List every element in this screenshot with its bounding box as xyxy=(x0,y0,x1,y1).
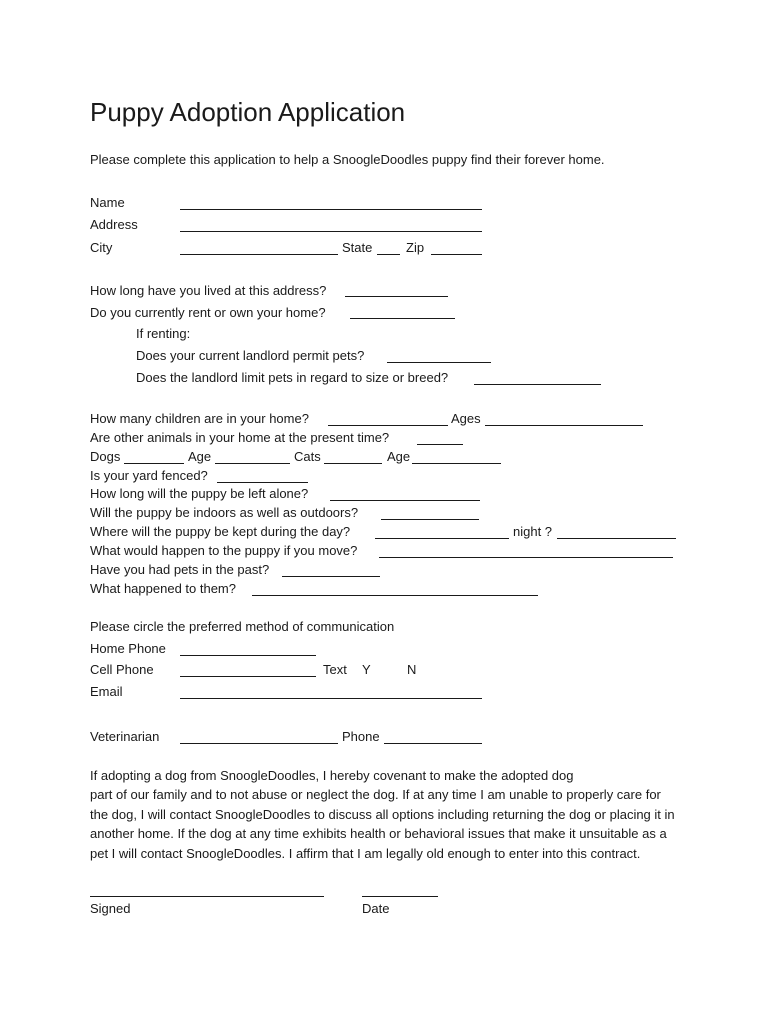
yard-field[interactable] xyxy=(217,482,308,483)
ages-label: Ages xyxy=(451,411,481,426)
vet-phone-field[interactable] xyxy=(384,743,482,744)
address-field[interactable] xyxy=(180,231,482,232)
ages-field[interactable] xyxy=(485,425,643,426)
city-field[interactable] xyxy=(180,254,338,255)
communication-heading: Please circle the preferred method of communication xyxy=(90,619,395,634)
landlord-permit-field[interactable] xyxy=(387,362,491,363)
landlord-limit-field[interactable] xyxy=(474,384,601,385)
indoors-question: Will the puppy be indoors as well as outdoors? xyxy=(90,505,359,520)
city-label: City xyxy=(90,240,113,255)
dogs-field[interactable] xyxy=(124,463,184,464)
cats-field[interactable] xyxy=(324,463,382,464)
other-animals-question: Are other animals in your home at the present time? xyxy=(90,430,390,445)
how-long-field[interactable] xyxy=(345,296,448,297)
covenant-line-2: part of our family and to not abuse or neglect the dog. If at any time I am unable to properly care for xyxy=(90,787,661,802)
intro-text: Please complete this application to help a SnoogleDoodles puppy find their forever home. xyxy=(90,152,605,167)
landlord-limit-question: Does the landlord limit pets in regard to size or breed? xyxy=(136,370,449,385)
covenant-line-4: another home. If the dog at any time exhibits health or behavioral issues that make it unsuitable as a xyxy=(90,826,667,841)
children-question: How many children are in your home? xyxy=(90,411,309,426)
veterinarian-field[interactable] xyxy=(180,743,338,744)
veterinarian-label: Veterinarian xyxy=(90,729,160,744)
children-field[interactable] xyxy=(328,425,448,426)
date-line[interactable] xyxy=(362,896,438,897)
dogs-label: Dogs xyxy=(90,449,121,464)
other-animals-field[interactable] xyxy=(417,444,463,445)
cell-phone-field[interactable] xyxy=(180,676,316,677)
dogs-age-label: Age xyxy=(188,449,212,464)
zip-label: Zip xyxy=(406,240,425,255)
if-renting-label: If renting: xyxy=(136,326,191,341)
dogs-age-field[interactable] xyxy=(215,463,290,464)
date-label: Date xyxy=(362,901,390,916)
cats-age-label: Age xyxy=(387,449,411,464)
signed-label: Signed xyxy=(90,901,131,916)
had-pets-field[interactable] xyxy=(282,576,380,577)
move-question: What would happen to the puppy if you move? xyxy=(90,543,358,558)
text-label: Text xyxy=(323,662,347,677)
covenant-line-1: If adopting a dog from SnoogleDoodles, I hereby covenant to make the adopted dog xyxy=(90,768,574,783)
name-label: Name xyxy=(90,195,125,210)
name-field[interactable] xyxy=(180,209,482,210)
address-label: Address xyxy=(90,217,138,232)
covenant-line-3: the dog, I will contact SnoogleDoodles to discuss all options including returning the dog or placing it in xyxy=(90,807,675,822)
what-happened-field[interactable] xyxy=(252,595,538,596)
cell-phone-label: Cell Phone xyxy=(90,662,154,677)
indoors-field[interactable] xyxy=(381,519,479,520)
yard-question: Is your yard fenced? xyxy=(90,468,208,483)
signature-line[interactable] xyxy=(90,896,324,897)
state-label: State xyxy=(342,240,373,255)
kept-day-field[interactable] xyxy=(375,538,509,539)
vet-phone-label: Phone xyxy=(342,729,380,744)
night-field[interactable] xyxy=(557,538,676,539)
move-field[interactable] xyxy=(379,557,673,558)
had-pets-question: Have you had pets in the past? xyxy=(90,562,270,577)
left-alone-field[interactable] xyxy=(330,500,480,501)
rent-own-question: Do you currently rent or own your home? xyxy=(90,305,326,320)
rent-own-field[interactable] xyxy=(350,318,455,319)
email-field[interactable] xyxy=(180,698,482,699)
landlord-permit-question: Does your current landlord permit pets? xyxy=(136,348,365,363)
text-no-option[interactable]: N xyxy=(407,662,417,677)
home-phone-label: Home Phone xyxy=(90,641,166,656)
left-alone-question: How long will the puppy be left alone? xyxy=(90,486,309,501)
kept-day-question: Where will the puppy be kept during the day? xyxy=(90,524,351,539)
how-long-question: How long have you lived at this address? xyxy=(90,283,327,298)
covenant-line-5: pet I will contact SnoogleDoodles. I affirm that I am legally old enough to enter into this contract. xyxy=(90,846,641,861)
home-phone-field[interactable] xyxy=(180,655,316,656)
text-yes-option[interactable]: Y xyxy=(362,662,371,677)
cats-age-field[interactable] xyxy=(412,463,501,464)
page-title: Puppy Adoption Application xyxy=(90,97,406,127)
email-label: Email xyxy=(90,684,123,699)
state-field[interactable] xyxy=(377,254,400,255)
zip-field[interactable] xyxy=(431,254,482,255)
cats-label: Cats xyxy=(294,449,321,464)
what-happened-question: What happened to them? xyxy=(90,581,236,596)
night-label: night ? xyxy=(513,524,553,539)
